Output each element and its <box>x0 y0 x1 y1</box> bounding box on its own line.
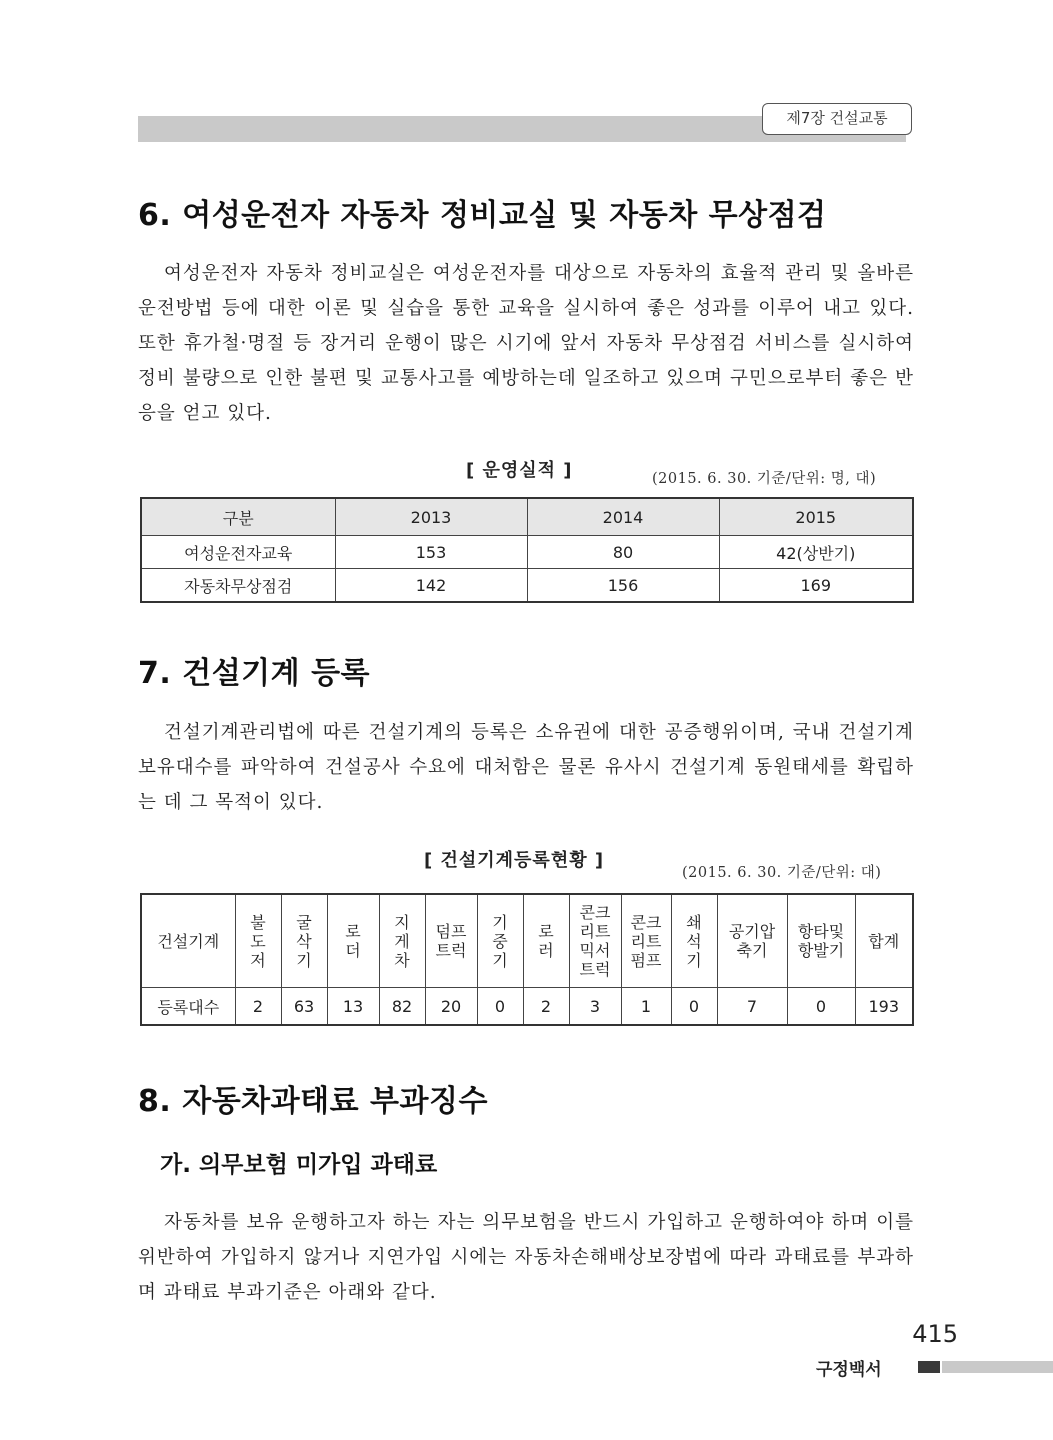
table-header-cell <box>281 894 327 988</box>
table-row <box>141 988 913 1026</box>
table-row <box>141 569 913 603</box>
header-text: 쇄석기 <box>686 912 702 970</box>
table-header-cell <box>379 894 425 988</box>
section-7-title: 7. 건설기계 등록 <box>138 656 371 691</box>
section-8-body: 자동차를 보유 운행하고자 하는 자는 의무보험을 반드시 가입하고 운행하여야 하며 이를 위반하여 가입하지 않거나 지연가입 시에는 자동차손해배상보장법에 따라 과태료를 부과하며 과태료 부과기준은 아래와 같다. <box>138 1212 914 1303</box>
table-cell: 82 <box>379 988 425 1026</box>
table-header-row <box>141 498 913 536</box>
footer-bar-dark <box>918 1361 940 1373</box>
section-8-subtitle: 가. 의무보험 미가입 과태료 <box>160 1152 438 1178</box>
book-title: 구정백서 <box>816 1360 882 1380</box>
construction-machinery-table <box>140 893 914 1026</box>
header-text: 굴삭기 <box>296 912 312 970</box>
table-cell: 13 <box>327 988 379 1026</box>
header-text: 불도저 <box>250 912 266 970</box>
header-text: 로더 <box>345 922 361 960</box>
footer-bar-light <box>942 1361 1053 1373</box>
table-cell: 42(상반기) <box>719 536 913 569</box>
header-text: 로러 <box>538 922 554 960</box>
operation-results-table <box>140 497 914 603</box>
table-cell: 193 <box>855 988 913 1026</box>
table-header-cell <box>425 894 477 988</box>
table-cell: 3 <box>569 988 621 1026</box>
table-row <box>141 536 913 569</box>
table-1-unit: (2015. 6. 30. 기준/단위: 명, 대) <box>652 471 877 487</box>
table-cell: 63 <box>281 988 327 1026</box>
section-6-body: 여성운전자 자동차 정비교실은 여성운전자를 대상으로 자동차의 효율적 관리 및 올바른 운전방법 등에 대한 이론 및 실습을 통한 교육을 실시하여 좋은 성과를 이루어 내고 있다. 또한 휴가철·명절 등 장거리 운행이 많은 시기에 앞서 자동차 무상점검 서비스를 실시하여 정비 불량으로 인한 불편 및 교통사고를 예방하는데 일조하고 있으며 구민으로부터 좋은 반응을 얻고 있다. <box>138 263 914 424</box>
header-text: 기중기 <box>492 912 508 970</box>
table-header-cell <box>671 894 717 988</box>
table-cell: 2 <box>235 988 281 1026</box>
section-6-title: 6. 여성운전자 자동차 정비교실 및 자동차 무상점검 <box>138 198 827 233</box>
table-header-cell <box>569 894 621 988</box>
header-text: 지게차 <box>394 912 410 970</box>
table-cell: 여성운전자교육 <box>141 536 335 569</box>
table-cell: 2 <box>523 988 569 1026</box>
table-header-row <box>141 894 913 988</box>
table-cell: 등록대수 <box>141 988 235 1026</box>
table-header-cell: 구분 <box>141 498 335 536</box>
table-cell: 0 <box>477 988 523 1026</box>
table-header-cell <box>717 894 787 988</box>
section-7-body: 건설기계관리법에 따른 건설기계의 등록은 소유권에 대한 공증행위이며, 국내 건설기계 보유대수를 파악하여 건설공사 수요에 대처함은 물론 유사시 건설기계 동원태세를 확립하는 데 그 목적이 있다. <box>138 722 914 813</box>
table-cell: 0 <box>787 988 855 1026</box>
table-header-cell <box>621 894 671 988</box>
chapter-tab: 제7장 건설교통 <box>762 103 912 135</box>
table-header-cell <box>327 894 379 988</box>
table-cell: 153 <box>335 536 527 569</box>
table-header-cell <box>477 894 523 988</box>
table-header-cell: 2014 <box>527 498 719 536</box>
header-text: 항타및항발기 <box>797 922 845 960</box>
table-cell: 169 <box>719 569 913 603</box>
table-cell: 자동차무상점검 <box>141 569 335 603</box>
header-text: 콘크리트믹서트럭 <box>579 903 611 979</box>
table-header-cell: 2015 <box>719 498 913 536</box>
header-text: 콘크리트펌프 <box>630 912 662 970</box>
table-2-unit: (2015. 6. 30. 기준/단위: 대) <box>682 865 882 881</box>
table-cell: 7 <box>717 988 787 1026</box>
table-cell: 0 <box>671 988 717 1026</box>
table-cell: 156 <box>527 569 719 603</box>
table-header-cell <box>523 894 569 988</box>
table-cell: 80 <box>527 536 719 569</box>
table-header-cell: 2013 <box>335 498 527 536</box>
table-1-caption: [ 운영실적 ] <box>466 460 573 481</box>
table-2-caption: [ 건설기계등록현황 ] <box>424 850 605 871</box>
table-header-cell <box>235 894 281 988</box>
table-cell: 1 <box>621 988 671 1026</box>
table-header-cell <box>787 894 855 988</box>
header-text: 공기압축기 <box>728 922 776 960</box>
table-cell: 142 <box>335 569 527 603</box>
table-cell: 20 <box>425 988 477 1026</box>
table-header-cell: 합계 <box>855 894 913 988</box>
header-text: 덤프트럭 <box>435 922 467 960</box>
table-header-cell: 건설기계 <box>141 894 235 988</box>
section-8-title: 8. 자동차과태료 부과징수 <box>138 1084 488 1119</box>
page-number: 415 <box>912 1320 958 1348</box>
